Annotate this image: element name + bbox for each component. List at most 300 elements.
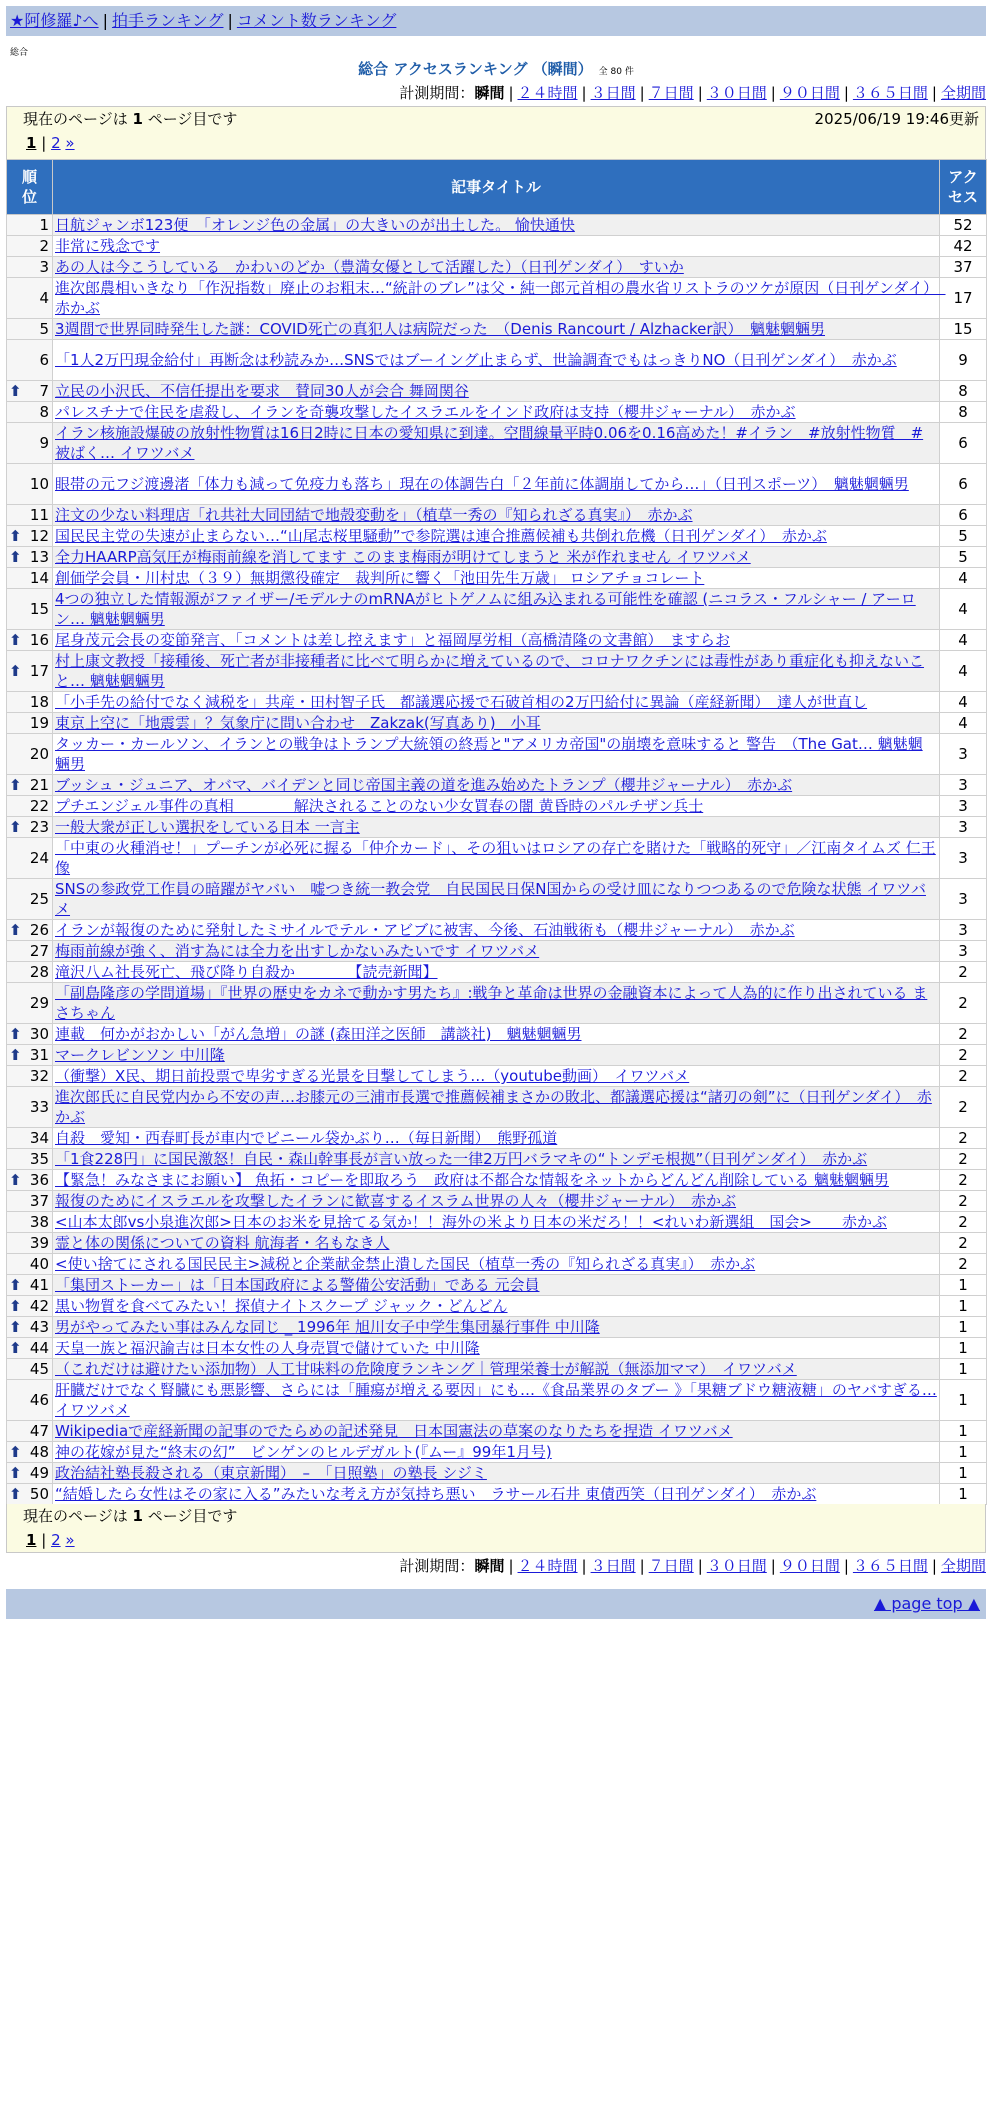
table-row: [7, 340, 987, 381]
rank-cell: [7, 1442, 53, 1463]
title-cell: [53, 464, 940, 505]
ranking-table: [6, 159, 987, 1505]
article-link[interactable]: 進次郎氏に自民党内から不安の声…お膝元の三浦市長選で推薦候補まさかの敗北、都議選応援は“諸刃の剣”に（日刊ゲンダイ） 赤かぶ: [55, 1088, 932, 1126]
period-link[interactable]: ７日間: [648, 1557, 694, 1575]
title-cell: [53, 340, 940, 381]
access-count: 1: [940, 1442, 987, 1463]
access-count: 37: [940, 257, 987, 278]
period-link[interactable]: ３日間: [590, 1557, 636, 1575]
current-page-suffix: ページ目です: [147, 110, 238, 128]
rank-number: 35: [29, 1150, 49, 1168]
rank-cell: [7, 319, 53, 340]
title-cell: [53, 1212, 940, 1233]
access-count: 4: [940, 651, 987, 692]
period-link[interactable]: ３０日間: [706, 1557, 767, 1575]
rank-cell: [7, 278, 53, 319]
article-link[interactable]: 連載 何かがおかしい「がん急増」の謎 (森田洋之医師 講談社) 魑魅魍魎男: [55, 1025, 582, 1043]
article-link[interactable]: ブッシュ・ジュニア、オバマ、バイデンと同じ帝国主義の道を進み始めたトランプ（櫻井ジャーナル） 赤かぶ: [55, 776, 793, 794]
next-page-link[interactable]: »: [65, 1531, 75, 1549]
article-link[interactable]: 政治結社塾長殺される（東京新聞） – 「日照塾」の塾長 シジミ: [55, 1464, 487, 1482]
rank-up-icon: ⬆: [9, 1485, 22, 1503]
rank-up-icon: ⬆: [9, 1276, 22, 1294]
article-link[interactable]: 「中東の火種消せ！」プーチンが必死に握る「仲介カード」、その狙いはロシアの存亡を賭けた「戦略的死守」／江南タイムズ 仁王像: [55, 839, 936, 877]
period-label: 計測期間：: [399, 84, 475, 102]
title-cell: [53, 1421, 940, 1442]
table-row: [7, 1128, 987, 1149]
period-selector-bottom: [6, 1553, 986, 1579]
rank-up-icon: ⬆: [9, 776, 22, 794]
title-cell: [53, 381, 940, 402]
article-link[interactable]: 東京上空に「地震雲」？気象庁に問い合わせ Zakzak(写真あり) 小耳: [55, 714, 541, 732]
rank-up-icon: ⬆: [9, 1171, 22, 1189]
article-link[interactable]: 一般大衆が正しい選択をしている日本 一言主: [55, 818, 360, 836]
rank-up-icon: ⬆: [9, 631, 22, 649]
access-count: 6: [940, 464, 987, 505]
article-link[interactable]: 眼帯の元フジ渡邊渚「体力も減って免疫力も落ち」現在の体調告白「２年前に体調崩してから…」（日刊スポーツ） 魑魅魍魎男: [55, 475, 909, 493]
table-row: [7, 402, 987, 423]
rank-cell: [7, 1128, 53, 1149]
title-cell: [53, 402, 940, 423]
rank-up-icon: ⬆: [9, 1318, 22, 1336]
title-cell: [53, 651, 940, 692]
period-separator: |: [770, 84, 776, 102]
period-link[interactable]: ９０日間: [779, 84, 840, 102]
title-cell: [53, 1254, 940, 1275]
title-cell: [53, 941, 940, 962]
rank-number: 44: [29, 1339, 49, 1357]
rank-cell: [7, 1421, 53, 1442]
article-link[interactable]: “結婚したら女性はその家に入る”みたいな考え方が気持ち悪い ラサール石井 東債西笑（日刊ゲンダイ） 赤かぶ: [55, 1485, 817, 1503]
ranking-title-row: [6, 58, 986, 80]
rank-cell: [7, 962, 53, 983]
table-row: [7, 1338, 987, 1359]
access-count: 5: [940, 526, 987, 547]
current-page-suffix: ページ目です: [147, 1507, 238, 1525]
table-row: [7, 734, 987, 775]
page-separator: |: [41, 1531, 47, 1549]
title-cell: [53, 1233, 940, 1254]
table-row: [7, 796, 987, 817]
rank-number: 42: [29, 1297, 49, 1315]
access-count: 4: [940, 589, 987, 630]
rank-cell: [7, 734, 53, 775]
title-cell: [53, 713, 940, 734]
rank-cell: [7, 568, 53, 589]
rank-cell: [7, 1338, 53, 1359]
access-count: 3: [940, 838, 987, 879]
article-link[interactable]: 滝沢八ム社長死亡、飛び降り自殺か 【読売新聞】: [55, 963, 438, 981]
period-separator: |: [508, 1557, 514, 1575]
rank-number: 2: [39, 237, 49, 255]
rank-up-icon: ⬆: [9, 1025, 22, 1043]
period-link[interactable]: ３０日間: [706, 84, 767, 102]
rank-number: 49: [29, 1464, 49, 1482]
title-cell: [53, 879, 940, 920]
access-count: 1: [940, 1359, 987, 1380]
rank-number: 15: [29, 600, 49, 618]
period-link[interactable]: 全期間: [940, 1557, 986, 1575]
page-top-link[interactable]: ▲ page top ▲: [873, 1594, 980, 1613]
table-row: [7, 1421, 987, 1442]
article-link[interactable]: 男がやってみたい事はみんな同じ _ 1996年 旭川女子中学生集団暴行事件 中川隆: [55, 1318, 600, 1336]
access-count: 5: [940, 547, 987, 568]
rank-number: 14: [29, 569, 49, 587]
access-count: 2: [940, 1087, 987, 1128]
article-link[interactable]: 黒い物質を食べてみたい！探偵ナイトスクープ ジャック・どんどん: [55, 1297, 508, 1315]
rank-cell: [7, 381, 53, 402]
rank-cell: [7, 775, 53, 796]
title-cell: [53, 920, 940, 941]
period-separator: |: [770, 1557, 776, 1575]
title-cell: [53, 734, 940, 775]
page-1-current: 1: [26, 1531, 37, 1549]
article-link[interactable]: 「集団ストーカー」は「日本国政府による警備公安活動」である 元会員: [55, 1276, 540, 1294]
article-link[interactable]: 天皇一族と福沢諭吉は日本女性の人身売買で儲けていた 中川隆: [55, 1339, 480, 1357]
title-cell: [53, 692, 940, 713]
table-row: [7, 1296, 987, 1317]
title-cell: [53, 319, 940, 340]
rank-up-icon: ⬆: [9, 382, 22, 400]
table-row: [7, 817, 987, 838]
period-link[interactable]: ３６５日間: [852, 84, 928, 102]
rank-number: 26: [29, 921, 49, 939]
page-2-link[interactable]: 2: [51, 134, 61, 152]
period-separator: |: [931, 84, 937, 102]
rank-cell: [7, 1087, 53, 1128]
current-page-prefix: 現在のページは: [23, 110, 128, 128]
period-link[interactable]: 全期間: [940, 84, 986, 102]
rank-up-icon: ⬆: [9, 1464, 22, 1482]
access-count: 3: [940, 775, 987, 796]
rank-number: 6: [39, 351, 49, 369]
rank-up-icon: ⬆: [9, 1443, 22, 1461]
access-count: 17: [940, 278, 987, 319]
access-count: 42: [940, 236, 987, 257]
rank-cell: [7, 879, 53, 920]
table-row: [7, 1463, 987, 1484]
rank-number: 47: [29, 1422, 49, 1440]
access-count: 15: [940, 319, 987, 340]
title-column-header: 記事タイトル: [53, 160, 940, 215]
rank-cell: [7, 1275, 53, 1296]
article-link[interactable]: 国民民主党の失速が止まらない…“山尾志桜里騒動”で参院選は連合推薦候補も共倒れ危機（日刊ゲンダイ） 赤かぶ: [55, 527, 827, 545]
rank-cell: [7, 1170, 53, 1191]
clap-ranking-link[interactable]: 拍手ランキング: [111, 11, 224, 30]
rank-number: 13: [29, 548, 49, 566]
rank-number: 4: [39, 289, 49, 307]
rank-cell: [7, 651, 53, 692]
table-row: [7, 1066, 987, 1087]
rank-cell: [7, 920, 53, 941]
period-separator: |: [697, 84, 703, 102]
page-links: [23, 131, 979, 155]
article-link[interactable]: 梅雨前線が強く、消す為には全力を出すしかないみたいです イワツバメ: [55, 942, 540, 960]
rank-number: 36: [29, 1171, 49, 1189]
table-row: [7, 630, 987, 651]
period-link[interactable]: ２４時間: [517, 84, 578, 102]
rank-number: 46: [29, 1391, 49, 1409]
rank-number: 45: [29, 1360, 49, 1378]
rank-cell: [7, 215, 53, 236]
title-cell: [53, 257, 940, 278]
rank-number: 27: [29, 942, 49, 960]
table-row: [7, 1233, 987, 1254]
rank-number: 1: [39, 216, 49, 234]
period-separator: |: [843, 84, 849, 102]
article-link[interactable]: （衝撃）X民、期日前投票で卑劣すぎる光景を目撃してしまう…（youtube動画） イワツバメ: [55, 1067, 690, 1085]
article-link[interactable]: 自殺 愛知・西春町長が車内でビニール袋かぶり…（毎日新聞） 熊野孤道: [55, 1129, 558, 1147]
access-count: 3: [940, 941, 987, 962]
article-link[interactable]: 日航ジャンボ123便 「オレンジ色の金属」の大きいのが出土した。 愉快通快: [55, 216, 575, 234]
page-links: [23, 1528, 979, 1552]
rank-cell: [7, 1149, 53, 1170]
table-row: [7, 713, 987, 734]
rank-cell: [7, 796, 53, 817]
rank-number: 9: [39, 434, 49, 452]
rank-number: 20: [29, 745, 49, 763]
table-row: [7, 423, 987, 464]
period-separator: |: [639, 84, 645, 102]
rank-number: 38: [29, 1213, 49, 1231]
table-row: [7, 1212, 987, 1233]
comment-ranking-link[interactable]: コメント数ランキング: [236, 11, 397, 30]
rank-cell: [7, 423, 53, 464]
rank-number: 8: [39, 403, 49, 421]
rank-number: 43: [29, 1318, 49, 1336]
rank-number: 17: [29, 662, 49, 680]
page-2-link[interactable]: 2: [51, 1531, 61, 1549]
rank-cell: [7, 630, 53, 651]
rank-cell: [7, 236, 53, 257]
rank-number: 50: [29, 1485, 49, 1503]
title-cell: [53, 236, 940, 257]
article-link[interactable]: 村上康文教授「接種後、死亡者が非接種者に比べて明らかに増えているので、コロナワクチンには毒性があり重症化も抑えないこと… 魑魅魍魎男: [55, 652, 924, 690]
table-row: [7, 215, 987, 236]
pagination-box: [6, 106, 986, 159]
rank-number: 18: [29, 693, 49, 711]
article-link[interactable]: 「小手先の給付でなく減税を」共産・田村智子氏 都議選応援で石破首相の2万円給付に異論（産経新聞） 達人が世直し: [55, 693, 868, 711]
article-link[interactable]: （これだけは避けたい添加物）人工甘味料の危険度ランキング｜管理栄養士が解説（無添加ママ） イワツバメ: [55, 1360, 797, 1378]
rank-cell: [7, 1212, 53, 1233]
rank-number: 3: [39, 258, 49, 276]
rank-number: 12: [29, 527, 49, 545]
access-count: 4: [940, 713, 987, 734]
table-row: [7, 962, 987, 983]
period-separator: |: [697, 1557, 703, 1575]
rank-number: 24: [29, 849, 49, 867]
access-count: 9: [940, 340, 987, 381]
title-cell: [53, 1191, 940, 1212]
rank-number: 34: [29, 1129, 49, 1147]
article-link[interactable]: 尾身茂元会長の変節発言、「コメントは差し控えます」と福岡厚労相（高橋清隆の文書館） ますらお: [55, 631, 731, 649]
home-link[interactable]: ★阿修羅♪へ: [10, 11, 99, 30]
article-link[interactable]: 全力HAARP高気圧が梅雨前線を消してます このまま梅雨が明けてしまうと 米が作れません イワツバメ: [55, 548, 751, 566]
rank-cell: [7, 1191, 53, 1212]
table-row: [7, 1170, 987, 1191]
rank-number: 41: [29, 1276, 49, 1294]
access-count: 2: [940, 983, 987, 1024]
access-count: 8: [940, 402, 987, 423]
article-link[interactable]: プチエンジェル事件の真相 解決されることのない少女買春の闇 黄昏時のパルチザン兵士: [55, 797, 704, 815]
table-row: [7, 1024, 987, 1045]
total-count: 全 80 件: [598, 67, 634, 77]
rank-cell: [7, 257, 53, 278]
table-row: [7, 775, 987, 796]
title-cell: [53, 423, 940, 464]
table-row: [7, 1149, 987, 1170]
rank-cell: [7, 1463, 53, 1484]
top-nav: [6, 6, 986, 36]
table-row: [7, 1484, 987, 1505]
rank-cell: [7, 1024, 53, 1045]
article-link[interactable]: イランが報復のために発射したミサイルでテル・アビブに被害、今後、石油戦術も（櫻井ジャーナル） 赤かぶ: [55, 921, 795, 939]
article-link[interactable]: 3週間で世界同時発生した謎：COVID死亡の真犯人は病院だった （Denis Rancourt / Alzhacker訳） 魑魅魍魎男: [55, 320, 825, 338]
article-link[interactable]: 「1人2万円現金給付」再断念は秒読みか…SNSではブーイング止まらず、世論調査でもはっきりNO（日刊ゲンダイ） 赤かぶ: [55, 351, 897, 369]
table-row: [7, 1045, 987, 1066]
rank-number: 25: [29, 890, 49, 908]
table-row: [7, 1380, 987, 1421]
rank-cell: [7, 983, 53, 1024]
period-separator: |: [581, 1557, 587, 1575]
category-label: 総合: [10, 48, 29, 58]
table-row: [7, 464, 987, 505]
article-link[interactable]: <山本太郎vs小泉進次郎>日本のお米を見捨てる気か！！海外の米より日本の米だろ！！<れいわ新選組 国会> 赤かぶ: [55, 1213, 887, 1231]
title-cell: [53, 1087, 940, 1128]
rank-number: 10: [29, 475, 49, 493]
access-count: 2: [940, 1170, 987, 1191]
access-count: 2: [940, 1045, 987, 1066]
title-cell: [53, 630, 940, 651]
article-link[interactable]: 4つの独立した情報源がファイザー/モデルナのmRNAがヒトゲノムに組み込まれる可能性を確認 (ニコラス・フルシャー / アーロン… 魑魅魍魎男: [55, 590, 916, 628]
title-cell: [53, 1170, 940, 1191]
access-column-header: アクセス: [940, 160, 987, 215]
rank-number: 29: [29, 994, 49, 1012]
rank-number: 39: [29, 1234, 49, 1252]
rank-number: 16: [29, 631, 49, 649]
access-count: 1: [940, 1338, 987, 1359]
article-link[interactable]: パレスチナで住民を虐殺し、イランを奇襲攻撃したイスラエルをインド政府は支持（櫻井ジャーナル） 赤かぶ: [55, 403, 796, 421]
table-row: [7, 920, 987, 941]
article-link[interactable]: SNSの参政党工作員の暗躍がヤバい 嘘つき統一教会党 自民国民日保N国からの受け皿になりつつあるので危険な状態 イワツバメ: [55, 880, 926, 918]
table-row: [7, 236, 987, 257]
article-link[interactable]: 報復のためにイスラエルを攻撃したイランに歓喜するイスラム世界の人々（櫻井ジャーナル） 赤かぶ: [55, 1192, 737, 1210]
title-cell: [53, 568, 940, 589]
rank-cell: [7, 838, 53, 879]
period-separator: |: [843, 1557, 849, 1575]
article-link[interactable]: <使い捨てにされる国民民主>減税と企業献金禁止潰した国民（植草一秀の『知られざる真実』） 赤かぶ: [55, 1255, 756, 1273]
rank-cell: [7, 1484, 53, 1505]
article-link[interactable]: イラン核施設爆破の放射性物質は16日2時に日本の愛知県に到達。空間線量平時0.06を0.16高めた！#イラン #放射性物質 #被ばく… イワツバメ: [55, 424, 924, 462]
access-count: 2: [940, 1149, 987, 1170]
title-cell: [53, 962, 940, 983]
table-row: [7, 651, 987, 692]
title-cell: [53, 838, 940, 879]
rank-number: 32: [29, 1067, 49, 1085]
access-count: 3: [940, 920, 987, 941]
rank-cell: [7, 505, 53, 526]
next-page-link[interactable]: »: [65, 134, 75, 152]
rank-cell: [7, 547, 53, 568]
title-cell: [53, 1066, 940, 1087]
title-cell: [53, 1024, 940, 1045]
rank-number: 23: [29, 818, 49, 836]
rank-cell: [7, 692, 53, 713]
access-count: 2: [940, 1024, 987, 1045]
rank-cell: [7, 1254, 53, 1275]
rank-number: 33: [29, 1098, 49, 1116]
access-count: 2: [940, 1128, 987, 1149]
article-link[interactable]: 進次郎農相いきなり「作況指数」廃止のお粗末…“統計のブレ”は父・純一郎元首相の農水省リストラのツケが原因（日刊ゲンダイ） 赤かぶ: [55, 279, 946, 317]
table-header-row: [7, 160, 987, 215]
table-row: [7, 941, 987, 962]
article-link[interactable]: 肝臓だけでなく腎臓にも悪影響、さらには「腫瘍が増える要因」にも…《食品業界のタブー 》「果糖ブドウ糖液糖」のヤバすぎる… イワツバメ: [55, 1381, 937, 1419]
period-separator: |: [931, 1557, 937, 1575]
rank-number: 22: [29, 797, 49, 815]
table-row: [7, 1359, 987, 1380]
table-row: [7, 589, 987, 630]
article-link[interactable]: 非常に残念です: [55, 237, 161, 255]
period-link[interactable]: ２４時間: [517, 1557, 578, 1575]
article-link[interactable]: あの人は今こうしている かわいのどか（豊満女優として活躍した）（日刊ゲンダイ） すいか: [55, 258, 684, 276]
page: [6, 6, 986, 1627]
article-link[interactable]: 注文の少ない料理店「れ共社大同団結で地殻変動を」（植草一秀の『知られざる真実』） 赤かぶ: [55, 506, 693, 524]
period-selector: [6, 80, 986, 106]
article-link[interactable]: 「副島隆彦の学問道場」『世界の歴史をカネで動かす男たち』:戦争と革命は世界の金融資本によって人為的に作り出されている まさちゃん: [55, 984, 928, 1022]
title-cell: [53, 817, 940, 838]
rank-up-icon: ⬆: [9, 818, 22, 836]
article-link[interactable]: Wikipediaで産経新聞の記事のでたらめの記述発見 日本国憲法の草案のなりたちを捏造 イワツバメ: [55, 1422, 733, 1440]
table-row: [7, 879, 987, 920]
period-link[interactable]: ３日間: [590, 84, 636, 102]
rank-cell: [7, 1380, 53, 1421]
footer-bar: [6, 1589, 986, 1619]
rank-number: 11: [29, 506, 49, 524]
title-cell: [53, 1359, 940, 1380]
article-link[interactable]: 立民の小沢氏、不信任提出を要求 賛同30人が会合 舞岡関谷: [55, 382, 469, 400]
title-cell: [53, 1275, 940, 1296]
article-link[interactable]: 「1食228円」に国民激怒！自民・森山幹事長が言い放った一律2万円バラマキの“トンデモ根拠”（日刊ゲンダイ） 赤かぶ: [55, 1150, 868, 1168]
access-count: 52: [940, 215, 987, 236]
rank-cell: [7, 526, 53, 547]
period-link[interactable]: ９０日間: [779, 1557, 840, 1575]
table-row: [7, 381, 987, 402]
nav-separator: |: [227, 11, 233, 30]
article-link[interactable]: マークレビンソン 中川隆: [55, 1046, 225, 1064]
article-link[interactable]: 【緊急！みなさまにお願い】 魚拓・コピーを即取ろう 政府は不都合な情報をネットからどんどん削除している 魑魅魍魎男: [55, 1171, 889, 1189]
title-cell: [53, 526, 940, 547]
title-cell: [53, 775, 940, 796]
article-link[interactable]: 創価学会員・川村忠（３９）無期懲役確定 裁判所に響く「池田先生万歳」 ロシアチョコレート: [55, 569, 705, 587]
rank-number: 48: [29, 1443, 49, 1461]
rank-number: 21: [29, 776, 49, 794]
access-count: 8: [940, 381, 987, 402]
article-link[interactable]: 霊と体の関係についての資料 航海者・名もなき人: [55, 1234, 390, 1252]
rank-number: 5: [39, 320, 49, 338]
period-link[interactable]: ３６５日間: [852, 1557, 928, 1575]
rank-up-icon: ⬆: [9, 662, 22, 680]
period-label: 計測期間：: [399, 1557, 475, 1575]
title-cell: [53, 1128, 940, 1149]
updated-timestamp: 2025/06/19 19:46更新: [814, 110, 979, 128]
access-count: 1: [940, 1275, 987, 1296]
article-link[interactable]: 神の花嫁が見た“終末の幻” ビンゲンのヒルデガルト(『ムー』99年1月号): [55, 1443, 552, 1461]
title-cell: [53, 1484, 940, 1505]
table-row: [7, 505, 987, 526]
period-link[interactable]: ７日間: [648, 84, 694, 102]
table-row: [7, 1191, 987, 1212]
table-row: [7, 547, 987, 568]
article-link[interactable]: タッカー・カールソン、イランとの戦争はトランプ大統領の終焉と"アメリカ帝国"の崩壊を意味すると 警告 （The Gat… 魑魅魍魎男: [55, 735, 923, 773]
